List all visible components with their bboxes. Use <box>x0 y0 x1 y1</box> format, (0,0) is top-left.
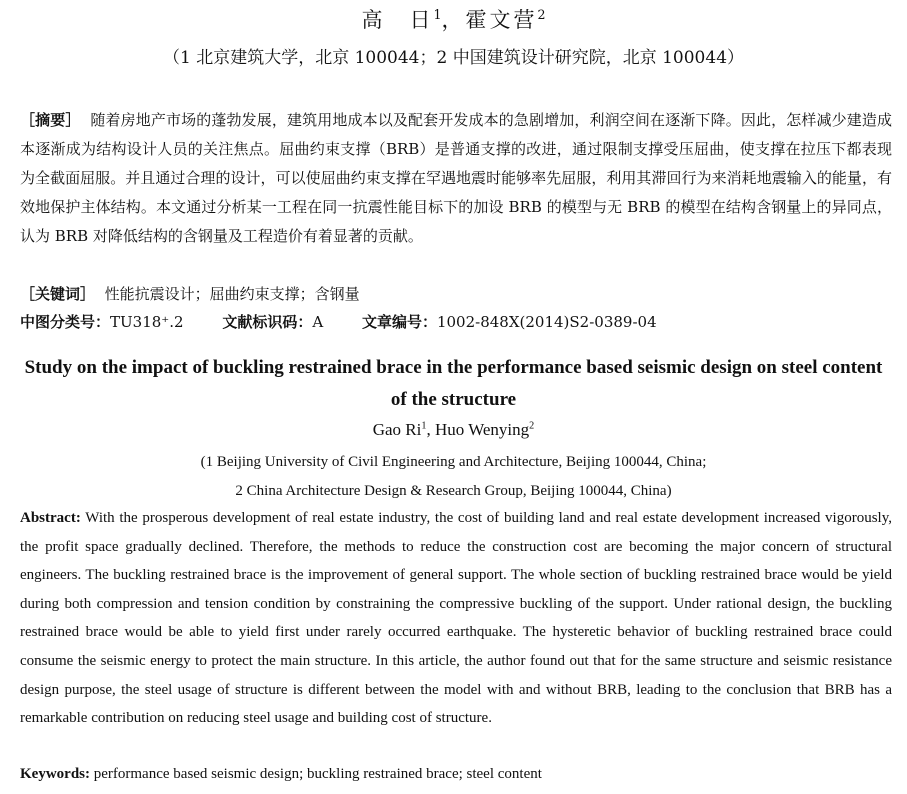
keywords-en-text: performance based seismic design; buckling restrained brace; steel content <box>93 766 542 782</box>
author-en-2: Huo Wenying <box>434 420 530 439</box>
affiliation-en-line-1: (1 Beijing University of Civil Engineering and Architecture, Beijing 100044, China; <box>200 454 707 470</box>
author-en-separator: , <box>426 420 435 439</box>
author-en-2-affil: 2 <box>529 420 535 432</box>
keywords-cn <box>20 280 892 308</box>
doc-code-value: A <box>312 313 324 331</box>
author-cn-2: 霍文营 <box>465 8 538 32</box>
authors-en <box>0 416 907 444</box>
abstract-cn-label: ［摘要］ <box>20 111 81 129</box>
author-cn-2-affil: 2 <box>537 7 546 22</box>
affiliation-en <box>0 448 907 506</box>
title-en: Study on the impact of buckling restrained brace in the performance based seismic design on steel content of the structure <box>24 357 883 410</box>
classification-line <box>20 308 892 336</box>
abstract-cn <box>20 106 892 251</box>
abstract-cn-text: 随着房地产市场的蓬勃发展，建筑用地成本以及配套开发成本的急剧增加，利润空间在逐渐下降。因此，怎样减少建造成本逐渐成为结构设计人员的关注焦点。屈曲约束支撑（BRB）是普通支撑的改进，通过限制支撑受压屈曲，使支撑在拉压下都表现为全截面屈服。并且通过合理的设计，可以使屈曲约束支撑在罕遇地震时能够率先屈服，利用其滞回行为来消耗地震输入的能量，有效地保护主体结构。本文通过分析某一工程在同一抗震性能目标下的加设 BRB 的模型与无 BRB 的模型在结构含钢量上的异同点，认为 BRB 对降低结构的含钢量及工程造价有着显著的贡献。 <box>20 111 892 245</box>
clc-number <box>20 313 184 331</box>
doc-code-label: 文献标识码： <box>222 313 313 331</box>
keywords-en-label: Keywords: <box>20 766 90 782</box>
clc-label: 中图分类号： <box>20 313 111 331</box>
author-cn-1: 高 日 <box>361 8 434 32</box>
article-no-label: 文章编号： <box>361 313 437 331</box>
document-code <box>222 313 323 331</box>
author-en-1-affil: 1 <box>421 420 427 432</box>
clc-value: TU318⁺.2 <box>110 313 184 331</box>
author-cn-separator: ， <box>441 8 466 32</box>
abstract-en-label: Abstract: <box>20 510 81 526</box>
author-cn-1-affil: 1 <box>433 7 442 22</box>
keywords-cn-label: ［关键词］ <box>20 285 96 303</box>
abstract-en <box>20 504 892 733</box>
authors-cn <box>0 4 907 36</box>
keywords-cn-text: 性能抗震设计；屈曲约束支撑；含钢量 <box>104 285 360 303</box>
author-en-1: Gao Ri <box>372 420 422 439</box>
article-no-value: 1002-848X(2014)S2-0389-04 <box>436 313 657 331</box>
affiliation-en-line-2: 2 China Architecture Design & Research Group, Beijing 100044, China) <box>235 483 672 499</box>
keywords-en <box>20 760 892 788</box>
affiliation-cn: （1 北京建筑大学，北京 100044；2 中国建筑设计研究院，北京 100044） <box>162 48 745 68</box>
article-number <box>362 313 657 331</box>
abstract-en-text: With the prosperous development of real estate industry, the cost of building land and real estate development increased vigorously, the profit space gradually declined. Therefore, the methods to reduce the construction cost are becoming the major concern of structural engineers. The buckling restrained brace is the improvement of general support. The whole section of buckling restrained brace would be yield during both compression and tension condition by constraining the compressive buckling of the support. Under rational design, the buckling restrained brace would be able to yield first under rarely occurred earthquake. The hysteretic behavior of buckling restrained brace could consume the seismic energy to protect the main structure. In this article, the author found out that for the same structure and seismic resistance design purpose, the steel usage of structure is different between the model with and without BRB, leading to the conclusion that BRB has a remarkable contribution on reducing steel usage and building cost of structure. <box>20 510 892 727</box>
